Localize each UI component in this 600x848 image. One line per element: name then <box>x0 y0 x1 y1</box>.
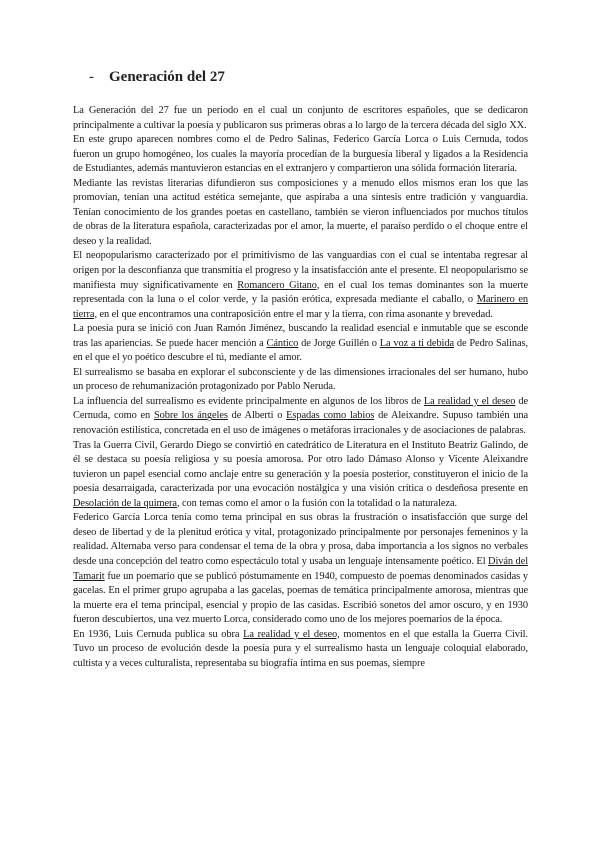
paragraph-text: La influencia del surrealismo es evidente principalmente en algunos de los libros de <box>73 395 424 407</box>
underlined-title: La voz a ti debida <box>379 337 455 349</box>
paragraph <box>73 322 528 366</box>
paragraph-text: de Aleixandre. Supuso también una renovación estilística, concretada en el uso de imágenes o metáforas irracionales y de asociaciones de palabras. <box>73 410 528 437</box>
paragraph-text: momentos en el que estalla la Guerra Civil. Tuvo un proceso de evolución desde la poesía pura y el surrealismo hasta un lenguaje coloquial elaborado, cultista y a veces culturalista, representaba su biografía íntima en sus poemas, siempre <box>73 628 529 669</box>
underlined-title: Espadas como labios <box>286 410 375 422</box>
paragraph <box>73 366 528 395</box>
paragraph <box>73 628 528 672</box>
heading-bullet: - <box>89 69 94 85</box>
paragraph-text: En este grupo aparecen nombres como el de Pedro Salinas, Federico García Lorca o Luis Cernuda, todos fueron un grupo homogéneo, los cuales la mayoría procedían de la burguesía liberal y ligados a la Residencia de Estudiantes, además mantuvieron estancias en el extranjero y compartieron una sólida formación literaria. <box>73 134 528 175</box>
underlined-title: Desolación de la quimera <box>73 497 177 509</box>
paragraph <box>73 249 528 322</box>
paragraph-text: El neopopularismo caracterizado por el primitivismo de las vanguardias con el cual se intentaba regresar al origen por la desconfianza que transmitía el progreso y la insatisfacción ante el presente. El neopopularismo se manifiesta muy significativamente en <box>73 250 528 291</box>
underlined-title: Diván del Tamarit <box>73 555 528 582</box>
paragraph <box>73 439 528 512</box>
heading-title: Generación del 27 <box>109 69 225 85</box>
paragraph <box>73 395 528 439</box>
section-heading <box>89 69 225 86</box>
body-text <box>73 104 528 671</box>
paragraph-text: El surrealismo se basaba en explorar el subconsciente y de las dimensiones irracionales del ser humano, hubo un proceso de rehumanización protagonizado por Pablo Neruda. <box>73 366 528 393</box>
paragraph-text: Tras la Guerra Civil, Gerardo Diego se convirtió en catedrático de Literatura en el Instituto Beatriz Galindo, de él se destaca su poesía religiosa y su poesía amorosa. Por otro lado Dámaso Alonso y Vicente Aleixandre tuvieron un papel esencial como anclaje entre su generación y la poesía posterior, constituyeron el inicio de la poesía desarraigada, caracterizada por una evocación nostálgica y una visión crítica o desdeñosa presente en <box>73 439 528 495</box>
paragraph <box>73 511 528 627</box>
paragraph-text: La Generación del 27 fue un periodo en el cual un conjunto de escritores españoles, que se dedicaron principalmente a cultivar la poesía y publicaron sus primeras obras a lo largo de la tercera década del siglo XX. <box>73 105 528 131</box>
underlined-title: Romancero Gitano, <box>237 279 320 291</box>
underlined-title: La realidad y el deseo <box>423 395 516 407</box>
paragraph-text: La poesía pura se inició con Juan Ramón Jiménez, buscando la realidad esencial e inmutable que se esconde tras las apariencias. Se puede hacer mención a <box>73 323 528 349</box>
paragraph-text: En 1936, Luis Cernuda publica su obra <box>73 628 244 640</box>
paragraph <box>73 133 528 177</box>
underlined-title: Sobre los ángeles <box>153 410 228 422</box>
paragraph-text: Federico García Lorca tenía como tema principal en sus obras la frustración o insatisfacción que surge del deseo de libertad y de la plenitud erótica y vital, protagonizado principalmente por personajes femeninos y la realidad. Alternaba verso para condensar el tema de la obra y prosa, daba importancia a los signos no verbales desde una concepción del teatro como espectáculo total y usaba un lenguaje intensamente poético. El <box>73 512 528 567</box>
paragraph-text: de Alberti o <box>227 410 287 422</box>
paragraph-text: de Cernuda, como en <box>73 395 528 422</box>
paragraph-text: en el cual los temas dominantes son la muerte representada con la luna o el color verde, y la pasión erótica, expresada mediante el caballo, o <box>73 279 529 306</box>
underlined-title: Marinero en tierra, <box>73 294 528 320</box>
paragraph <box>73 177 528 250</box>
paragraph-text: en el que encontramos una contraposición entre el mar y la tierra, con rima asonante y brevedad. <box>96 308 493 320</box>
paragraph-text: fue un poemario que se publicó póstumamente en 1940, compuesto de poemas denominados casidas y gacelas. En el primer grupo agrupaba a las gacelas, poemas de temática principalmente amorosa, mientras que la muerte era el tema principal, esencial y propio de las casidas. Escribió sonetos del amor oscuro, y en 1930 fueron descubiertos, una vez muerto Lorca, considerado como uno de los mejores poemarios de la época. <box>73 570 528 626</box>
paragraph-text: de Pedro Salinas, en el que el yo poético descubre el tú, mediante el amor. <box>73 337 528 364</box>
underlined-title: La realidad y el deseo, <box>243 628 340 640</box>
underlined-title: Cántico <box>266 337 299 349</box>
paragraph-text: , con temas como el amor o la fusión con la totalidad o la naturaleza. <box>176 497 458 509</box>
paragraph-text: Mediante las revistas literarias difundieron sus composiciones y a menudo ellos mismos eran los que las promovían, tenían una actitud estética semejante, que aspiraba a una síntesis entre tradición y vanguardia. Tenían conocimiento de los grandes poetas en castellano, también se vieron influenciados por muchos títulos de obras de la literatura española, caracterizadas por el amor, la muerte, el paraíso perdido o el choque entre el deseo y la realidad. <box>73 177 528 247</box>
paragraph <box>73 104 528 133</box>
paragraph-text: de Jorge Guillén o <box>298 337 380 349</box>
